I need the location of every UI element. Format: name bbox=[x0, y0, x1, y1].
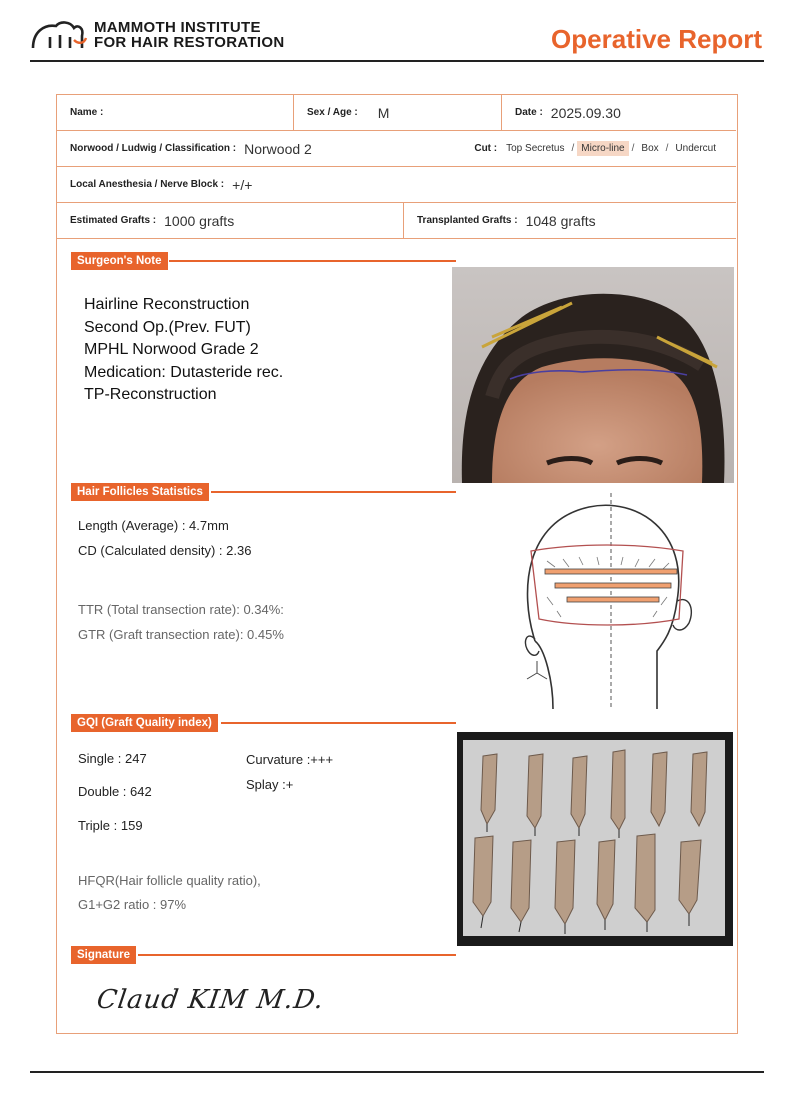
footer-divider bbox=[30, 1071, 764, 1073]
surgeon-note-heading bbox=[71, 252, 456, 270]
anesthesia-label: Local Anesthesia / Nerve Block : bbox=[70, 179, 225, 190]
signature-heading bbox=[71, 946, 456, 964]
triple-value: 159 bbox=[120, 818, 143, 833]
curvature: Curvature :+++ bbox=[246, 752, 334, 767]
classification-label: Norwood / Ludwig / Classification : bbox=[70, 143, 237, 154]
gqi-tag: GQI (Graft Quality index) bbox=[71, 714, 218, 732]
gqi-heading bbox=[71, 714, 456, 732]
transplanted-grafts-cell bbox=[403, 203, 736, 238]
mammoth-logo-icon bbox=[30, 18, 88, 52]
note-line: MPHL Norwood Grade 2 bbox=[84, 341, 259, 358]
form-row-anesthesia bbox=[57, 167, 736, 203]
cut-option-top-secretus[interactable]: Top Secretus bbox=[506, 143, 565, 154]
calculated-density bbox=[78, 543, 251, 558]
length-average: Length (Average) : 4.7mm bbox=[78, 518, 229, 533]
signature-tag: Signature bbox=[71, 946, 136, 964]
cd-value: 2.36 bbox=[226, 543, 252, 558]
double-value: 642 bbox=[130, 784, 152, 799]
hairline-photo-icon bbox=[452, 267, 734, 483]
classification-value: Norwood 2 bbox=[244, 140, 312, 157]
date-label: Date : bbox=[515, 107, 543, 118]
double-label: Double : bbox=[78, 784, 127, 799]
classification-cell bbox=[57, 131, 457, 166]
cut-option-undercut[interactable]: Undercut bbox=[675, 143, 716, 154]
cd-label: CD (Calculated density) : bbox=[78, 543, 223, 558]
section-rule bbox=[221, 722, 456, 724]
cut-separator: / bbox=[665, 143, 669, 154]
anesthesia-value: +/+ bbox=[232, 176, 253, 193]
section-rule bbox=[169, 260, 456, 262]
brand-line-2: FOR HAIR RESTORATION bbox=[94, 34, 285, 51]
section-rule bbox=[138, 954, 456, 956]
note-line: Medication: Dutasteride rec. bbox=[84, 363, 284, 381]
form-row-name bbox=[57, 95, 736, 131]
cut-option-box[interactable]: Box bbox=[641, 143, 659, 154]
note-line: Hairline Reconstruction bbox=[84, 296, 250, 313]
report-header bbox=[30, 14, 764, 62]
ttr-rate: TTR (Total transection rate): 0.34%: bbox=[78, 602, 284, 617]
form-row-classification bbox=[57, 131, 736, 167]
follicle-stats-heading bbox=[71, 483, 456, 501]
transplanted-grafts-value: 1048 grafts bbox=[525, 212, 596, 229]
name-label: Name : bbox=[70, 107, 104, 118]
sex-age-label: Sex / Age : bbox=[307, 107, 358, 118]
sex-age-cell bbox=[293, 95, 501, 130]
section-rule bbox=[211, 491, 456, 493]
form-row-grafts bbox=[57, 203, 736, 239]
operative-form bbox=[56, 94, 738, 1034]
name-cell bbox=[57, 95, 293, 130]
surgeon-note-tag: Surgeon's Note bbox=[71, 252, 168, 270]
note-line: TP-Reconstruction bbox=[84, 386, 217, 403]
header-divider bbox=[30, 60, 764, 62]
date-value: 2025.09.30 bbox=[550, 104, 621, 121]
single-value: 247 bbox=[125, 751, 147, 766]
double-grafts bbox=[78, 784, 152, 799]
estimated-grafts-cell bbox=[57, 203, 403, 238]
cut-separator: / bbox=[631, 143, 635, 154]
estimated-grafts-label: Estimated Grafts : bbox=[70, 215, 157, 226]
follicle-stats-tag: Hair Follicles Statistics bbox=[71, 483, 209, 501]
gtr-rate: GTR (Graft transection rate): 0.45% bbox=[78, 627, 284, 642]
splay: Splay :+ bbox=[246, 777, 294, 792]
surgeon-signature: Claud KIM M.D. bbox=[94, 985, 327, 1015]
single-label: Single : bbox=[78, 751, 122, 766]
date-cell bbox=[501, 95, 736, 130]
brand-name bbox=[94, 20, 284, 50]
graft-microscope-photo-icon bbox=[457, 732, 733, 946]
estimated-grafts-value: 1000 grafts bbox=[164, 212, 235, 229]
transplanted-grafts-label: Transplanted Grafts : bbox=[417, 215, 518, 226]
triple-label: Triple : bbox=[78, 818, 118, 833]
cut-options bbox=[474, 131, 720, 166]
note-line: Second Op.(Prev. FUT) bbox=[84, 318, 251, 336]
cut-label: Cut : bbox=[474, 143, 498, 154]
sex-age-value: M bbox=[377, 104, 390, 121]
surgeon-note-text bbox=[84, 294, 283, 407]
triple-grafts bbox=[78, 818, 143, 833]
cut-separator: / bbox=[571, 143, 575, 154]
report-title: Operative Report bbox=[551, 24, 762, 54]
hfqr-line-1: HFQR(Hair follicle quality ratio), bbox=[78, 873, 261, 888]
cut-option-micro-line[interactable]: Micro-line bbox=[577, 141, 628, 156]
hfqr-line-2: G1+G2 ratio : 97% bbox=[78, 897, 187, 912]
brand-line-1: MAMMOTH INSTITUTE bbox=[94, 19, 261, 36]
scalp-donor-diagram-icon bbox=[517, 491, 707, 713]
single-grafts bbox=[78, 751, 147, 766]
anesthesia-cell bbox=[57, 167, 736, 202]
